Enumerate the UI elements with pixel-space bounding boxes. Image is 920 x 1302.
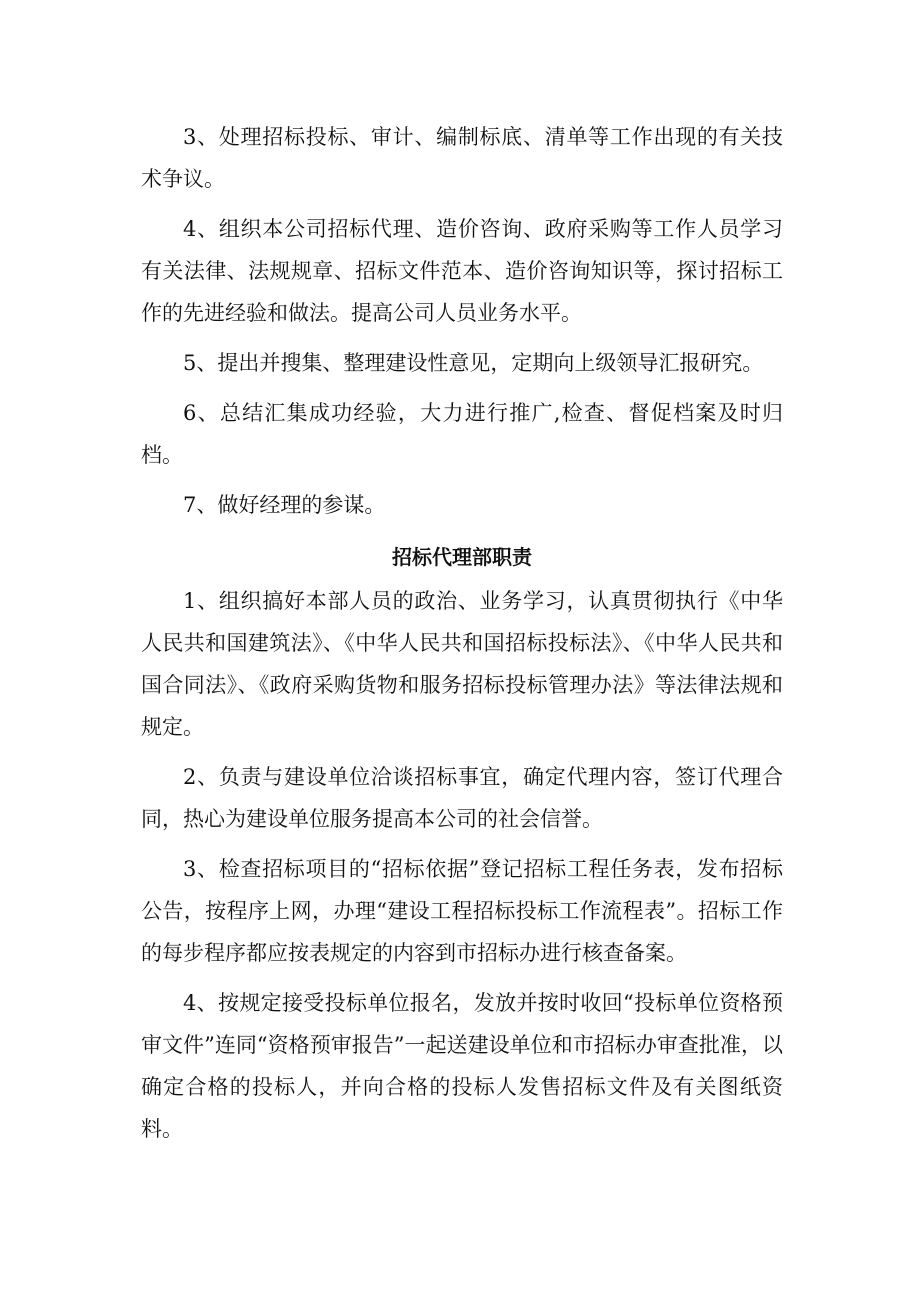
paragraph-duty-4: 4、组织本公司招标代理、造价咨询、政府采购等工作人员学习有关法律、法规规章、招标文件范本、造价咨询知识等，探讨招标工作的先进经验和做法。提高公司人员业务水平。 — [141, 217, 783, 325]
paragraph-duty-3: 3、处理招标投标、审计、编制标底、清单等工作出现的有关技术争议。 — [141, 125, 783, 191]
paragraph-duty-7: 7、做好经理的参谋。 — [183, 493, 386, 517]
paragraph-duty-5: 5、提出并搜集、整理建设性意见，定期向上级领导汇报研究。 — [183, 351, 764, 375]
paragraph-agency-duty-2: 2、负责与建设单位洽谈招标事宜，确定代理内容，签订代理合同，热心为建设单位服务提高本公司的社会信誉。 — [141, 765, 783, 831]
paragraph-agency-duty-1: 1、组织搞好本部人员的政治、业务学习，认真贯彻执行《中华人民共和国建筑法》、《中华人民共和国招标投标法》、《中华人民共和国合同法》、《政府采购货物和服务招标投标管理办法》等法律法规和规定。 — [141, 589, 783, 739]
paragraph-duty-6: 6、总结汇集成功经验，大力进行推广,检查、督促档案及时归档。 — [141, 401, 783, 467]
paragraph-agency-duty-4: 4、按规定接受投标单位报名，发放并按时收回“投标单位资格预审文件”连同“资格预审报告”一起送建设单位和市招标办审查批准，以确定合格的投标人，并向合格的投标人发售招标文件及有关图纸资料。 — [141, 991, 783, 1141]
section-title: 招标代理部职责 — [392, 545, 532, 569]
paragraph-agency-duty-3: 3、检查招标项目的“招标依据”登记招标工程任务表，发布招标公告，按程序上网，办理“建设工程招标投标工作流程表”。招标工作的每步程序都应按表规定的内容到市招标办进行核查备案。 — [141, 857, 783, 965]
document-body — [141, 116, 783, 1150]
